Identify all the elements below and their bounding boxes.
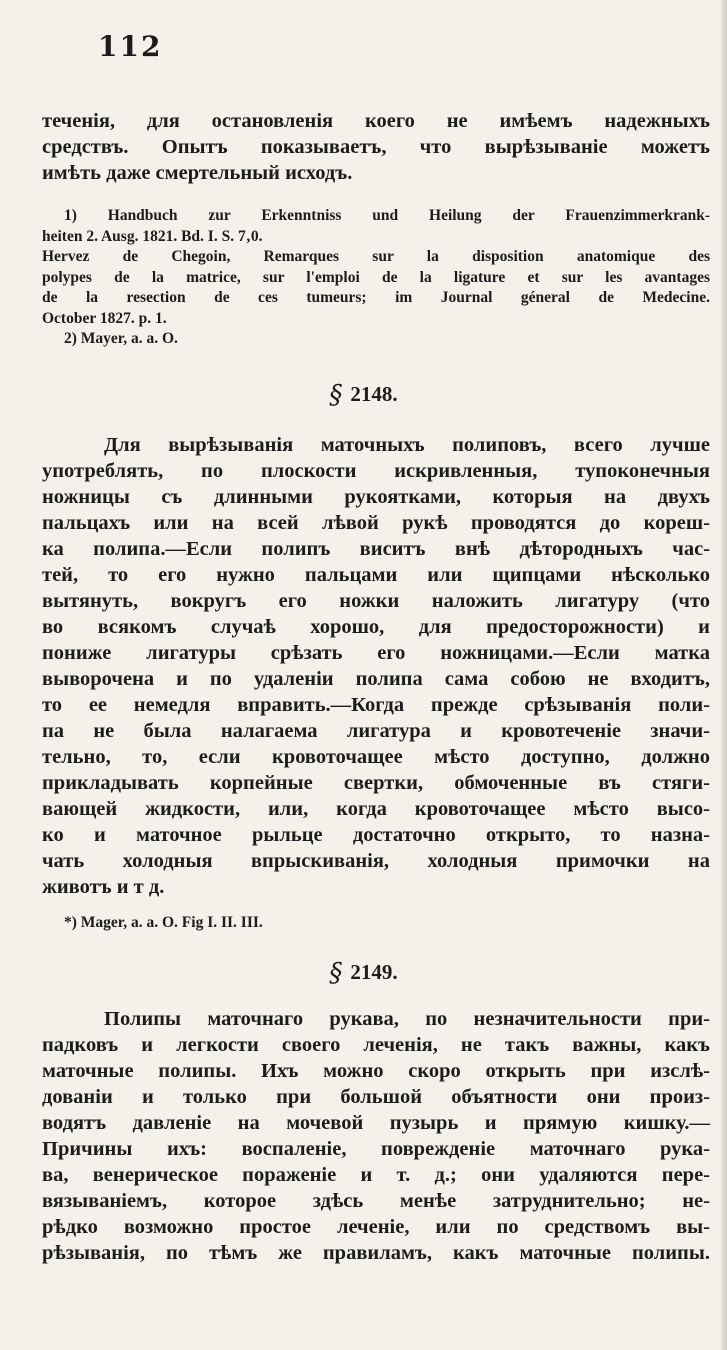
page-edge-shadow <box>721 0 727 1350</box>
text-line: выворочена и по удаленіи полипа сама собою не входитъ, <box>42 668 710 690</box>
text-line: водятъ давленіе на мочевой пузырь и прямую кишку.— <box>42 1112 710 1134</box>
text-line: имѣть даже смертельный исходъ. <box>42 162 353 184</box>
text-line: падковъ и легкости своего леченія, не такъ важны, какъ <box>42 1034 710 1056</box>
text-line: Причины ихъ: воспаленіе, поврежденіе маточнаго рука- <box>42 1138 710 1160</box>
text-line: то ее немедля вправить.—Когда прежде срѣзыванія поли- <box>42 694 710 716</box>
footnote-line: polypes de la matrice, sur l'emploi de la ligature et sur les avantages <box>42 268 710 286</box>
text-line: рѣдко возможно простое леченіе, или по средствомъ вы- <box>42 1216 710 1238</box>
text-line: пониже лигатуры срѣзать его ножницами.—Если матка <box>42 642 710 664</box>
text-line: па не была налагаема лигатура и кровотеченіе значи- <box>42 720 710 742</box>
text-line: во всякомъ случаѣ хорошо, для предосторожности) и <box>42 616 710 638</box>
text-line: ва, венерическое пораженіе и т. д.; они удаляются пере- <box>42 1164 710 1186</box>
text-line: маточные полипы. Ихъ можно скоро открыть при изслѣ- <box>42 1060 710 1082</box>
text-line: средствъ. Опытъ показываетъ, что вырѣзываніе можетъ <box>42 136 710 158</box>
text-line: тельно, то, если кровоточащее мѣсто доступно, должно <box>42 746 710 768</box>
text-line: употреблять, по плоскости искривленныя, тупоконечныя <box>42 460 710 482</box>
footnote-line: 1) Handbuch zur Erkenntniss und Heilung der Frauenzimmerkrank- <box>64 207 710 224</box>
footnote-line: 2) Mayer, a. a. O. <box>64 330 178 347</box>
footnote-line: Hervez de Chegoin, Remarques sur la disposition anatomique des <box>42 248 710 265</box>
section-number: 2149. <box>350 960 398 984</box>
text-line: дованіи и только при большой объятности они произ- <box>42 1086 710 1108</box>
text-line: вязываніемъ, которое здѣсь менѣе затруднительно; не- <box>42 1190 710 1212</box>
footnote-line: heiten 2. Ausg. 1821. Bd. I. S. 7‚0. <box>42 227 263 245</box>
text-line: пальцахъ или на всей лѣвой рукѣ проводятся до кореш- <box>42 512 710 534</box>
text-line: чать холодныя впрыскиванія, холодныя примочки на <box>42 850 710 872</box>
footnote-line: *) Mager, a. a. O. Fig I. II. III. <box>64 914 263 931</box>
text-line: вающей жидкости, или, когда кровоточащее мѣсто высо- <box>42 798 710 820</box>
text-line: ка полипа.—Если полипъ виситъ внѣ дѣтородныхъ час- <box>42 538 710 560</box>
text-line: рѣзыванія, по тѣмъ же правиламъ, какъ маточные полипы. <box>42 1242 710 1264</box>
footnotes-block <box>42 206 710 350</box>
section-2148-footnote <box>64 913 664 934</box>
section-2149-paragraph <box>42 1006 710 1266</box>
intro-paragraph <box>42 108 710 186</box>
section-symbol: § <box>329 380 343 410</box>
page-number: 112 <box>98 30 163 63</box>
text-line: теченія, для остановленія коего не имѣемъ надежныхъ <box>42 110 710 132</box>
section-number: 2148. <box>350 382 398 406</box>
section-2148-paragraph <box>42 432 710 900</box>
text-line: Полипы маточнаго рукава, по незначительности при- <box>104 1008 710 1030</box>
text-line: ножницы съ длинными рукоятками, которыя на двухъ <box>42 486 710 508</box>
text-line: тей, то его нужно пальцами или щипцами нѣсколько <box>42 564 710 586</box>
section-heading-2149 <box>0 958 727 988</box>
text-line: Для вырѣзыванія маточныхъ полиповъ, всего лучше <box>104 434 710 456</box>
section-heading-2148 <box>0 380 727 410</box>
text-line: вытянуть, вокругъ его ножки наложить лигатуру (что <box>42 590 710 612</box>
section-symbol: § <box>329 958 343 988</box>
footnote-line: de la resection de ces tumeurs; im Journal géneral de Medecine. <box>42 289 710 306</box>
text-line: ко и маточное рыльце достаточно открыто, то назна- <box>42 824 710 846</box>
text-line: животъ и т д. <box>42 876 165 898</box>
text-line: прикладывать корпейные свертки, обмоченные въ стяги- <box>42 772 710 794</box>
footnote-line: October 1827. p. 1. <box>42 309 167 327</box>
